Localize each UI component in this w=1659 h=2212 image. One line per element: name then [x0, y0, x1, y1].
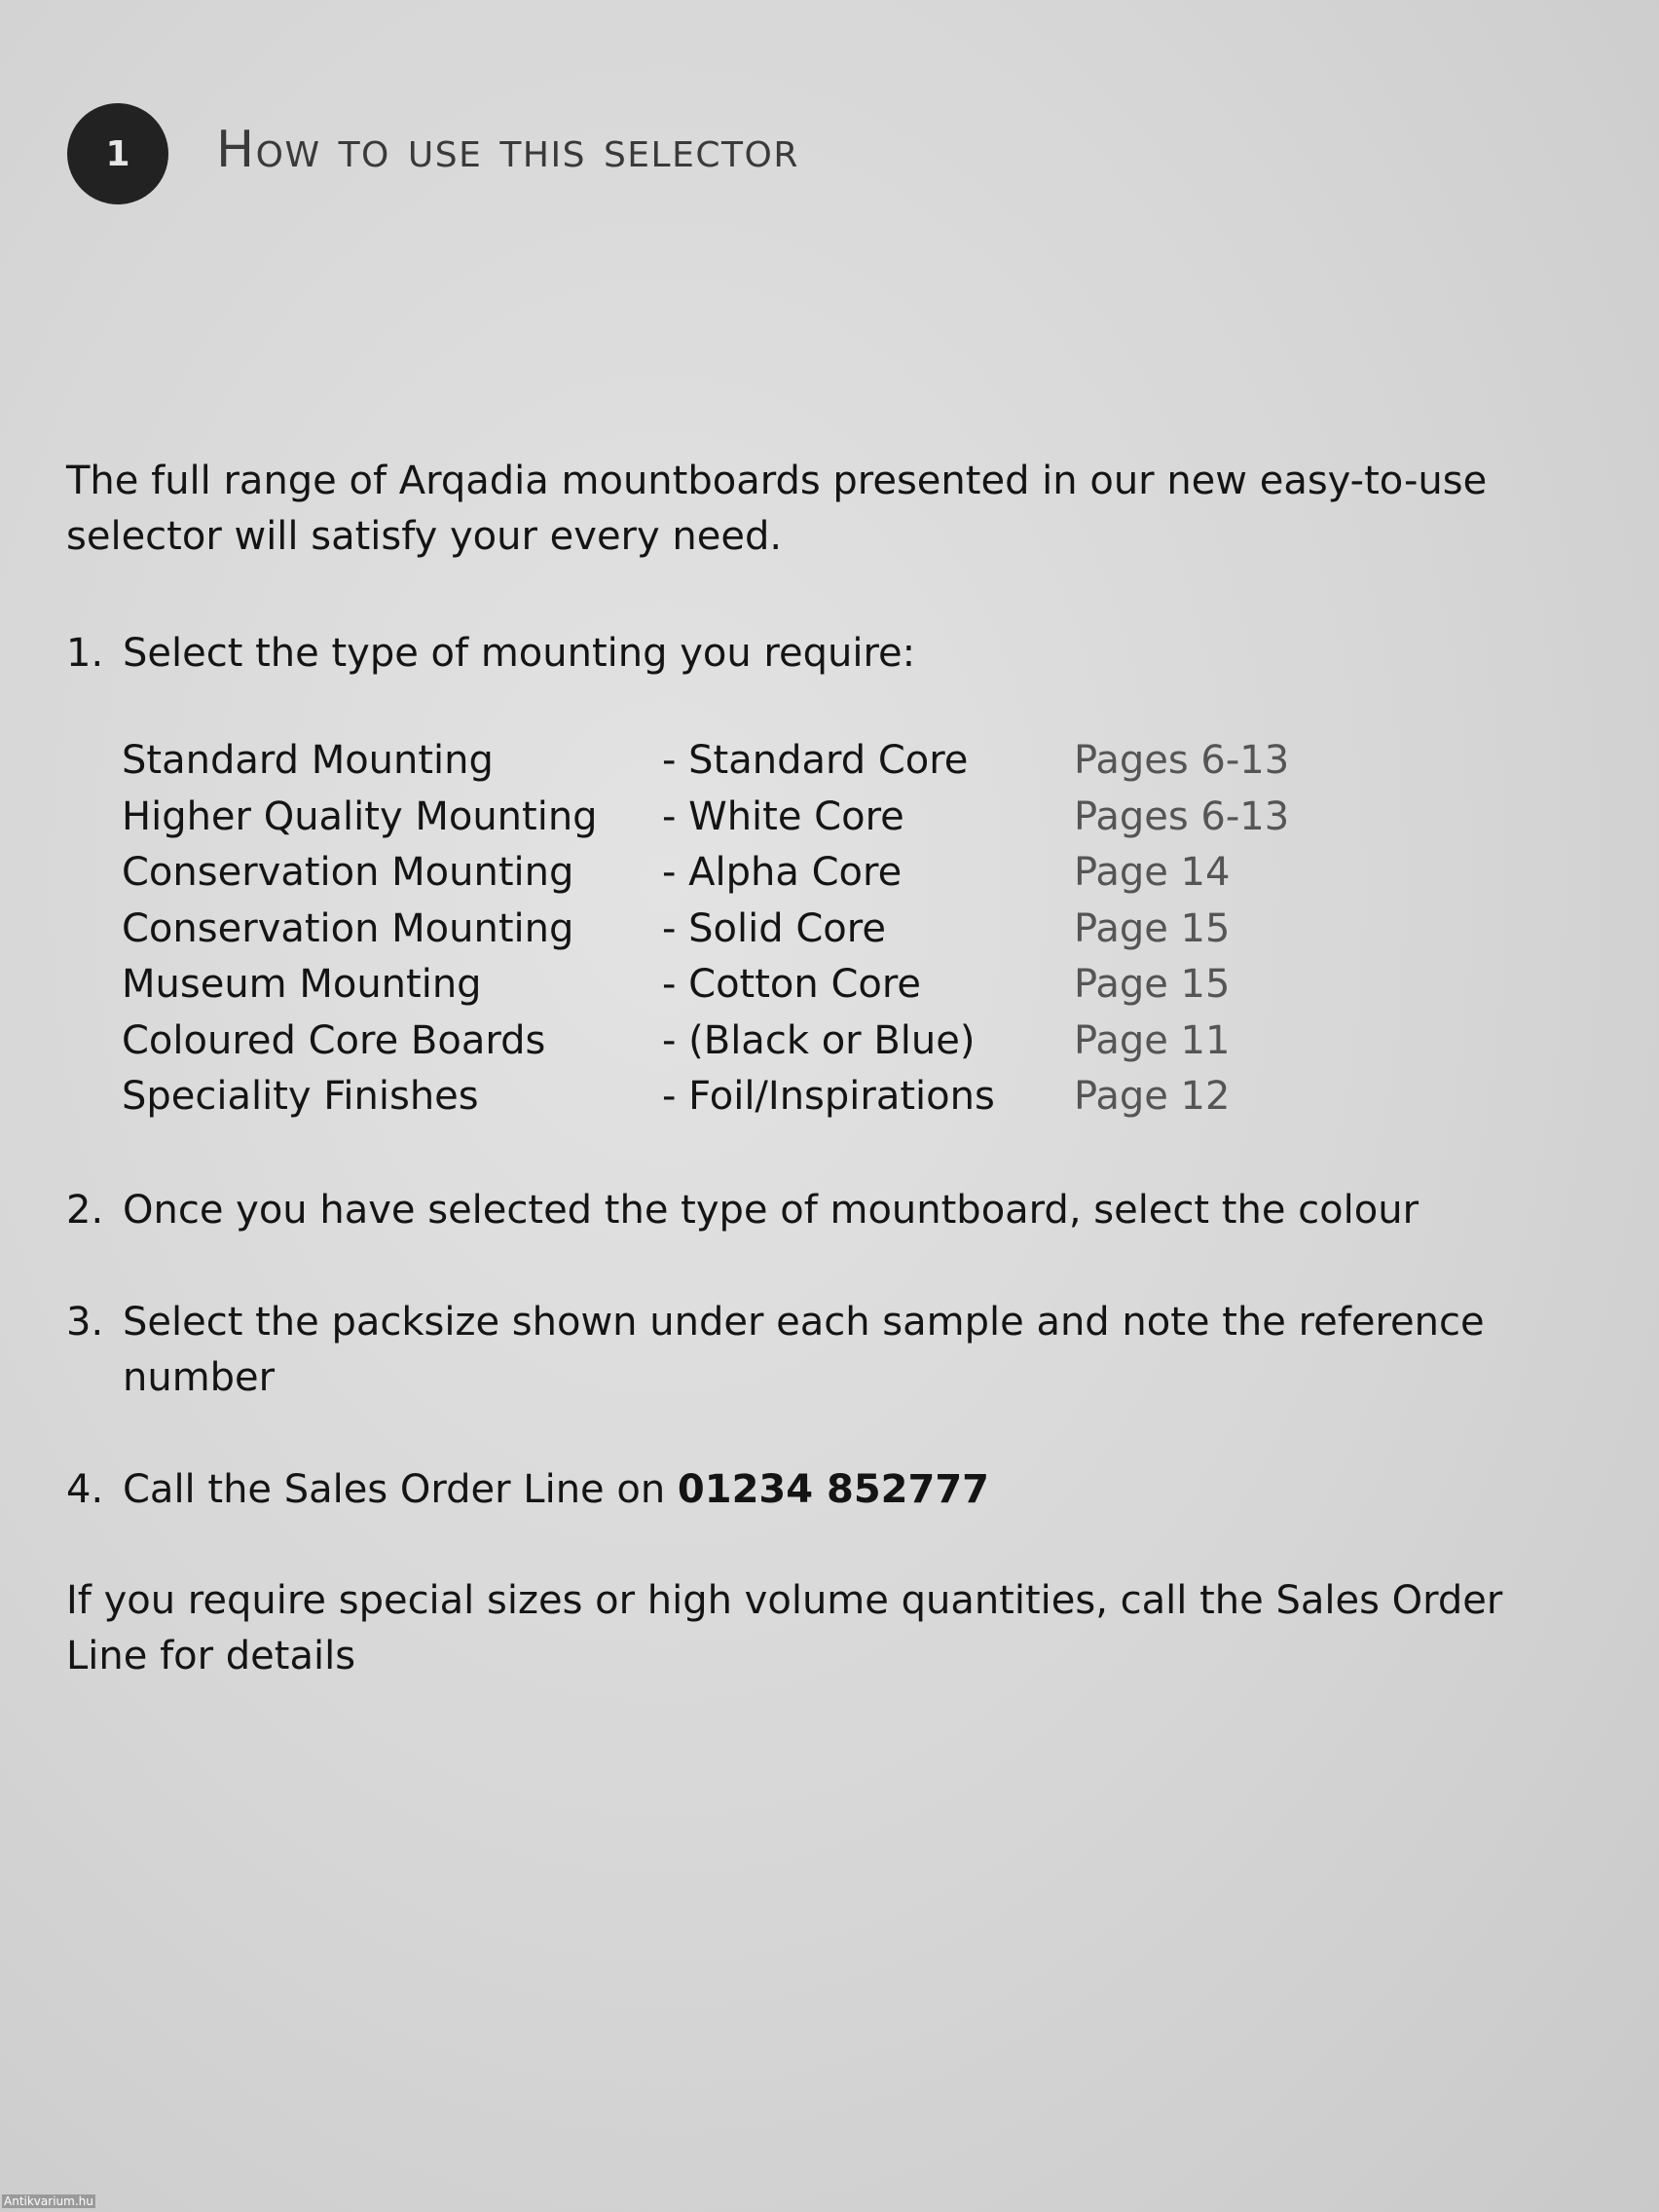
step-1 [66, 626, 915, 682]
page-reference: Pages 6-13 [1074, 738, 1290, 783]
sales-phone-number: 01234 852777 [677, 1467, 989, 1512]
page-reference: Page 12 [1074, 1074, 1231, 1119]
section-number: 1 [105, 133, 130, 174]
mounting-type: Conservation Mounting [122, 905, 574, 951]
step-text: Call the Sales Order Line on [123, 1467, 678, 1512]
mounting-type: Museum Mounting [122, 962, 482, 1007]
closing-paragraph: If you require special sizes or high volume quantities, call the Sales Order Line for details [66, 1578, 1503, 1678]
page-reference: Pages 6-13 [1074, 793, 1290, 839]
section-title: How to use this selector [216, 121, 799, 179]
core-type: - White Core [662, 793, 904, 839]
mounting-type: Higher Quality Mounting [122, 793, 598, 839]
page-reference: Page 14 [1074, 850, 1231, 895]
core-type: - Foil/Inspirations [662, 1074, 995, 1119]
step-text: Select the type of mounting you require: [123, 631, 916, 676]
step-text: Select the packsize shown under each sample and note the reference number [123, 1300, 1485, 1400]
step-number: 2. [66, 1188, 104, 1233]
mounting-type: Speciality Finishes [122, 1074, 479, 1119]
mounting-type: Standard Mounting [122, 738, 494, 783]
mounting-type: Coloured Core Boards [122, 1017, 546, 1063]
intro-paragraph: The full range of Arqadia mountboards presented in our new easy-to-use selector will satisfy your every need. [66, 459, 1488, 559]
core-type: - (Black or Blue) [662, 1017, 976, 1063]
core-type: - Standard Core [662, 738, 969, 783]
step-2 [66, 1183, 1419, 1238]
page-reference: Page 11 [1074, 1017, 1231, 1063]
section-number-badge [67, 103, 168, 204]
watermark: Antikvarium.hu [4, 2194, 93, 2208]
page-reference: Page 15 [1074, 905, 1231, 951]
step-4 [66, 1462, 989, 1518]
mounting-type: Conservation Mounting [122, 850, 574, 895]
step-3 [66, 1295, 1564, 1406]
step-number: 1. [66, 631, 104, 676]
step-number: 4. [66, 1467, 104, 1512]
step-text: Once you have selected the type of mountboard, select the colour [123, 1188, 1419, 1233]
step-number: 3. [66, 1300, 104, 1345]
core-type: - Cotton Core [662, 962, 922, 1007]
page-reference: Page 15 [1074, 962, 1231, 1007]
core-type: - Alpha Core [662, 850, 903, 895]
core-type: - Solid Core [662, 905, 886, 951]
